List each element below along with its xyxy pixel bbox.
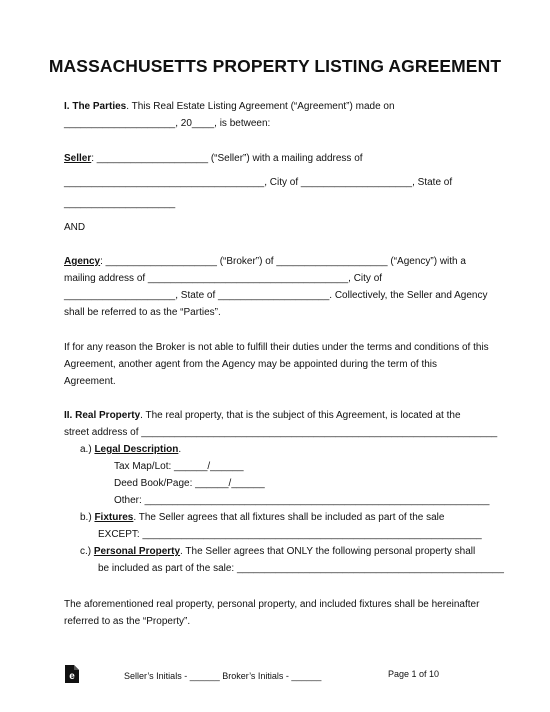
and-separator: AND <box>64 222 86 233</box>
page-number: Page 1 of 10 <box>388 669 440 679</box>
real-property-heading: II. Real Property <box>64 410 141 421</box>
parties-date-line: ____________________, 20____, is between: <box>64 118 271 129</box>
agency-section <box>64 253 488 321</box>
personal-property-item: c.) Personal Property. The Seller agrees that ONLY the following personal property shall <box>80 546 476 557</box>
street-address-line: street address of ________________________________________________________________ <box>64 427 498 438</box>
fulfill-line-2: Agreement, another agent from the Agency may be appointed during the term of this <box>64 359 438 370</box>
parties-section <box>64 98 488 132</box>
parties-heading: I. The Parties <box>64 101 127 112</box>
agency-address-line: mailing address of ____________________________________, City of <box>64 273 383 284</box>
document-title: MASSACHUSETTS PROPERTY LISTING AGREEMENT <box>48 56 502 76</box>
agency-parties-line: shall be referred to as the “Parties”. <box>64 307 221 318</box>
real-property-text: . The real property, that is the subject of this Agreement, is located at the <box>140 410 461 421</box>
initials-line: Seller’s Initials - ______ Broker’s Initials - ______ <box>124 671 322 681</box>
real-property-section <box>64 407 504 577</box>
fixtures-item: b.) Fixtures. The Seller agrees that all fixtures shall be included as part of the sale <box>80 512 445 523</box>
aforementioned-paragraph <box>64 596 488 630</box>
agency-text: : ____________________ (“Broker”) of ____________________ (“Agency”) with a <box>100 256 466 267</box>
seller-text: : ____________________ (“Seller”) with a mailing address of <box>91 153 363 164</box>
fulfill-paragraph <box>64 339 488 390</box>
legal-description-item: a.) Legal Description. <box>80 444 182 455</box>
fulfill-line-1: If for any reason the Broker is not able to fulfill their duties under the terms and conditions of this <box>64 342 489 353</box>
legal-description-label: Legal Description <box>94 444 179 455</box>
deed-book-line: Deed Book/Page: ______/______ <box>114 478 265 489</box>
personal-property-line: be included as part of the sale: ________________________________________________ <box>98 563 504 574</box>
seller-label: Seller <box>64 153 92 164</box>
eforms-logo-icon <box>64 664 80 684</box>
personal-property-label: Personal Property <box>93 546 181 557</box>
other-line: Other: ______________________________________________________________ <box>114 495 490 506</box>
fixtures-label: Fixtures <box>94 512 134 523</box>
svg-text:e: e <box>69 671 75 682</box>
aforementioned-line-2: referred to as the “Property”. <box>64 616 191 627</box>
except-line: EXCEPT: _____________________________________________________________ <box>98 529 482 540</box>
parties-text: . This Real Estate Listing Agreement (“Agreement”) made on <box>126 101 395 112</box>
fulfill-line-3: Agreement. <box>64 376 116 387</box>
aforementioned-line-1: The aforementioned real property, personal property, and included fixtures shall be hereinafter <box>64 599 480 610</box>
agency-label: Agency <box>64 256 101 267</box>
seller-section <box>64 150 488 212</box>
seller-state-line: ____________________ <box>64 198 176 209</box>
agency-state-line: ____________________, State of ____________________. Collectively, the Seller and Agency <box>64 290 488 301</box>
page-footer <box>0 668 550 688</box>
seller-address-line: ____________________________________, City of ____________________, State of <box>64 177 453 188</box>
tax-map-line: Tax Map/Lot: ______/______ <box>114 461 244 472</box>
